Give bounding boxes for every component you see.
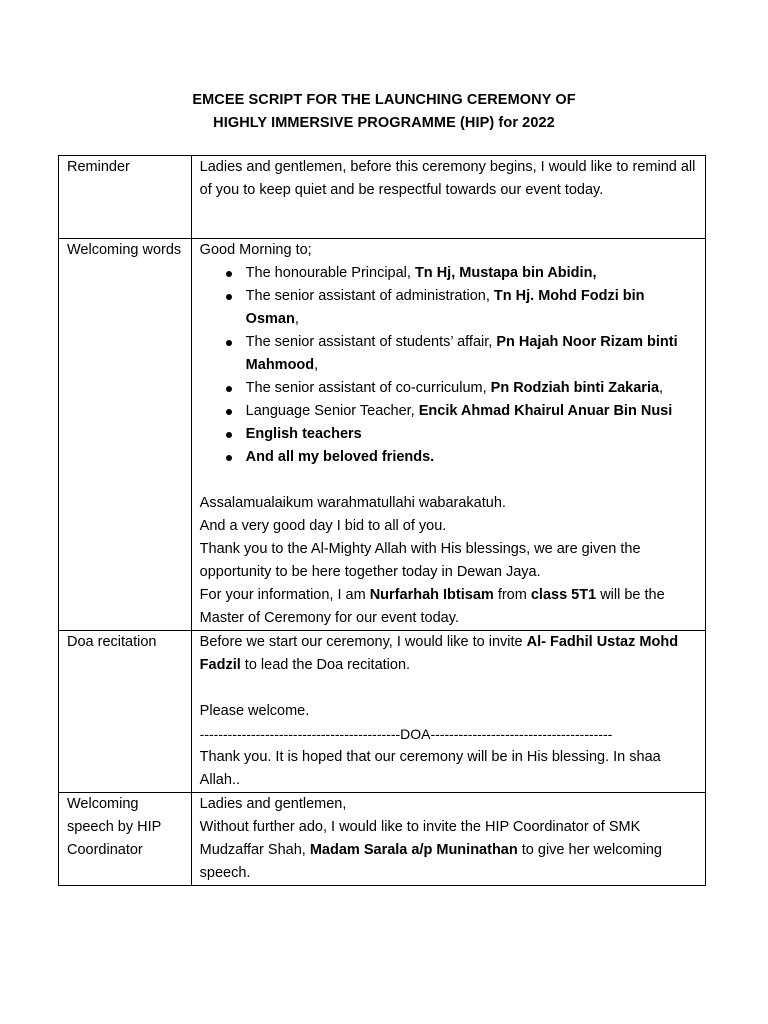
spacer [200,469,697,492]
list-item [200,423,697,446]
guest-role: The senior assistant of students’ affair, [245,334,497,350]
doa-invite-text [200,631,697,677]
doa-invite-prefix: Before we start our ceremony, I would like to invite [199,634,527,650]
reminder-text: Ladies and gentlemen, before this ceremony begins, I would like to remind all of you to keep quiet and be respectful towards our event today. [199,159,696,198]
guest-name: Tn Hj, Mustapa bin Abidin [414,265,593,281]
mc-name: Nurfarhah Ibtisam [369,587,494,603]
guest-role: The honourable Principal, [245,265,415,281]
table-row-speech [59,793,706,886]
spacer [200,677,697,700]
row-content-speech [191,793,705,886]
list-item [200,446,697,469]
speech-invite-prefix: Without further ado, I would like to invite the HIP Coordinator of SMK Mudzaffar Shah, [199,819,641,858]
list-item [200,285,697,331]
speech-invite-text [200,816,697,885]
table-row-welcoming [59,239,706,631]
guest-role: Language Senior Teacher, [245,403,419,419]
row-label-welcoming: Welcoming words [59,239,192,631]
guest-name: Encik Ahmad Khairul Anuar Bin Nusi [418,403,673,419]
guest-name: Pn Hajah Noor Rizam binti Mahmood [245,334,678,373]
please-welcome-text: Please welcome. [199,703,310,719]
script-table [58,155,706,886]
guest-list [200,262,697,469]
mc-class: class 5T1 [530,587,597,603]
doa-closing-text: Thank you. It is hoped that our ceremony will be in His blessing. In shaa Allah.. [199,749,661,788]
guest-name: English teachers [245,426,362,442]
guest-role: The senior assistant of co-curriculum, [245,380,491,396]
speech-invite-name: Madam Sarala a/p Muninathan [309,842,518,858]
doa-divider: -------------------------------------------DOA--------------------------------------- [199,726,613,742]
greeting-text: Good Morning to; [199,242,312,258]
row-label-doa: Doa recitation [59,631,192,793]
table-row-doa [59,631,706,793]
guest-suffix: , [659,380,664,396]
mc-intro-prefix: For your information, I am [199,587,370,603]
mc-intro-mid: from [493,587,531,603]
row-content-doa [191,631,705,793]
mc-intro-text [200,584,697,630]
guest-role: The senior assistant of administration, [245,288,494,304]
doa-invite-suffix: to lead the Doa recitation. [240,657,411,673]
guest-name: Pn Rodziah binti Zakaria [490,380,660,396]
list-item [200,400,697,423]
guest-name: And all my beloved friends. [245,449,435,465]
speech-invite-suffix: to give her welcoming speech. [199,842,662,881]
mc-intro-suffix: will be the Master of Ceremony for our event today. [199,587,665,626]
row-label-reminder: Reminder [59,156,192,239]
document-title-line-1: EMCEE SCRIPT FOR THE LAUNCHING CEREMONY OF [192,92,576,108]
list-item [200,331,697,377]
guest-suffix: , [314,357,319,373]
speech-opening-text: Ladies and gentlemen, [199,796,347,812]
row-content-welcoming [191,239,705,631]
table-row-reminder [59,156,706,239]
row-content-reminder [191,156,705,239]
guest-name: Tn Hj. Mohd Fodzi bin Osman [245,288,645,327]
list-item [200,377,697,400]
guest-suffix: , [294,311,299,327]
thanks-text: Thank you to the Al-Mighty Allah with His blessings, we are given the opportunity to be here together today in Dewan Jaya. [199,541,641,580]
list-item [200,262,697,285]
row-label-speech: Welcoming speech by HIP Coordinator [59,793,192,886]
document-title-line-2: HIGHLY IMMERSIVE PROGRAMME (HIP) for 2022 [213,115,555,131]
good-day-text: And a very good day I bid to all of you. [199,518,447,534]
guest-suffix: , [592,265,597,281]
doa-invite-name: Al- Fadhil Ustaz Mohd Fadzil [199,634,679,673]
salam-text: Assalamualaikum warahmatullahi wabarakatuh. [199,495,506,511]
